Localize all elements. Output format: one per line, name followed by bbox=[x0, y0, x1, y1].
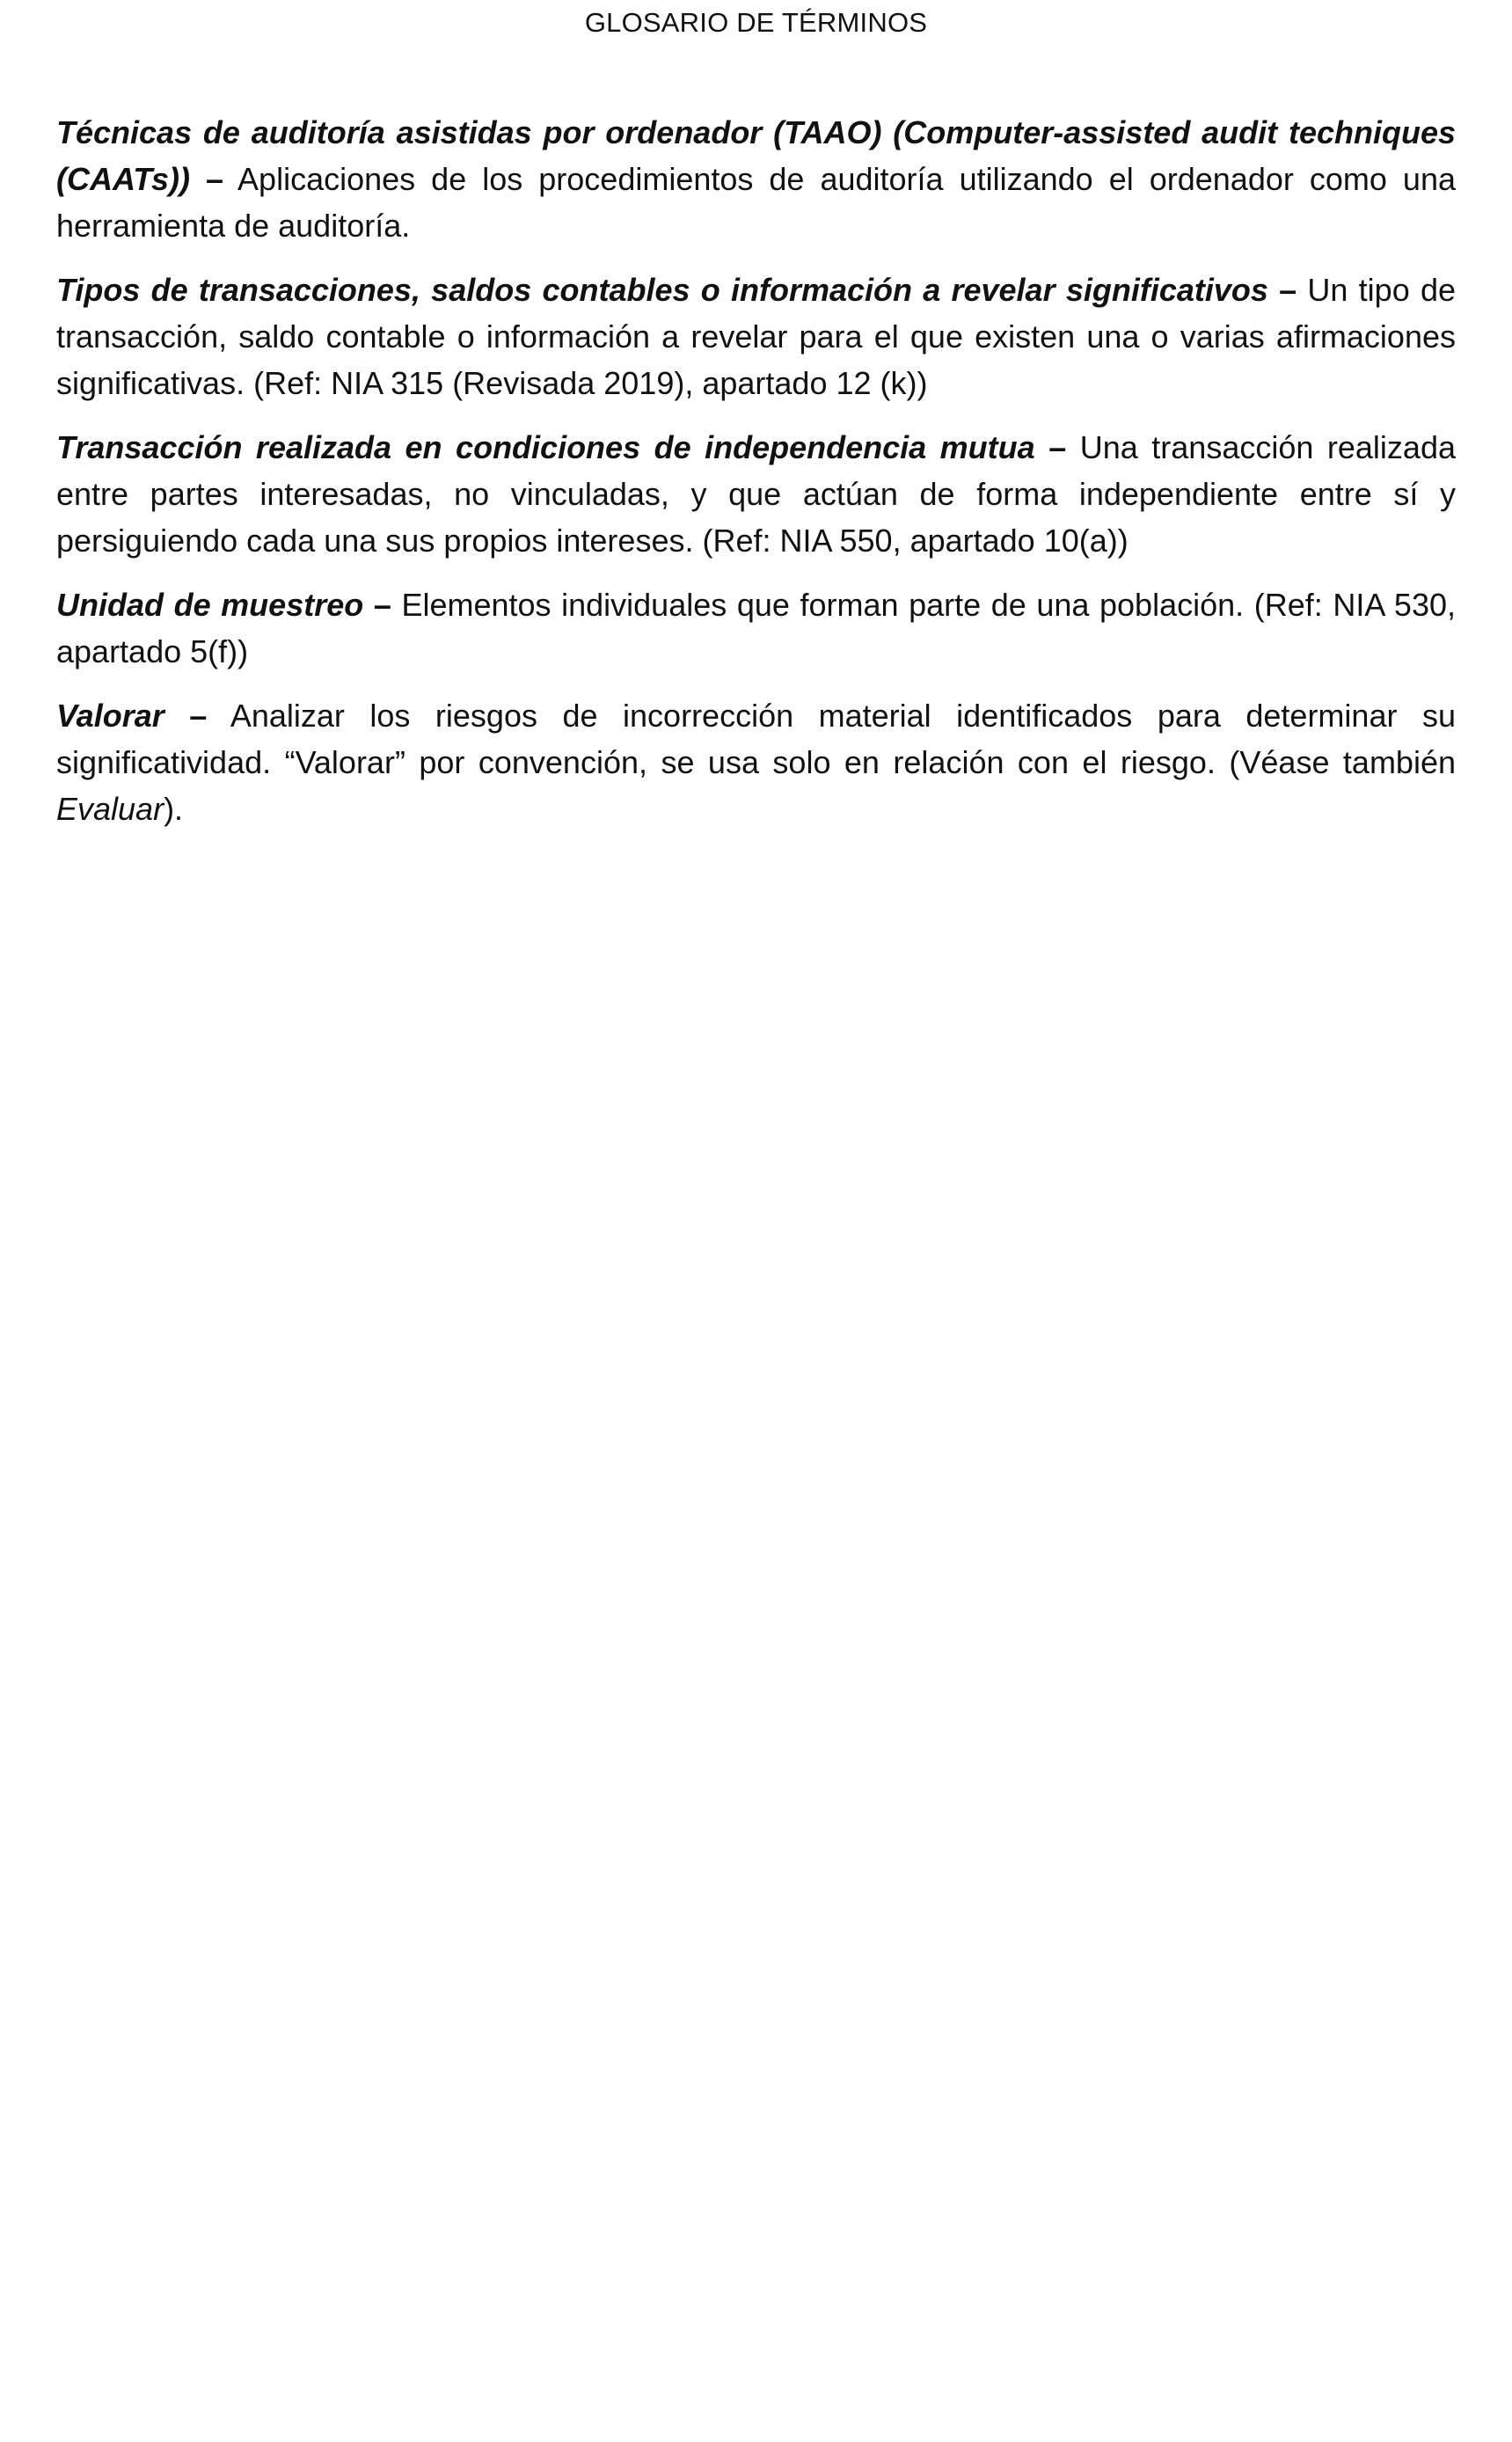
term-separator: – bbox=[1048, 429, 1067, 465]
glossary-definition: Elementos individuales que forman parte de una población. (Ref: NIA 530, apartado 5(f)) bbox=[56, 587, 1456, 669]
term-separator: – bbox=[373, 587, 391, 623]
closing-punctuation: ). bbox=[164, 791, 184, 827]
glossary-term: Tipos de transacciones, saldos contables o información a revelar significativos bbox=[56, 272, 1268, 308]
glossary-definition: Aplicaciones de los procedimientos de auditoría utilizando el ordenador como una herramienta de auditoría. bbox=[56, 161, 1456, 244]
glossary-entry bbox=[56, 267, 1456, 406]
glossary-definition: Una transacción realizada entre partes interesadas, no vinculadas, y que actúan de forma independiente entre sí y persiguiendo cada una sus propios intereses. (Ref: NIA 550, apartado 10(a)) bbox=[56, 429, 1456, 559]
see-also-term: Evaluar bbox=[56, 791, 164, 827]
glossary-term: Valorar bbox=[56, 698, 164, 734]
glossary-definition: Analizar los riesgos de incorrección material identificados para determinar su significatividad. “Valorar” por convención, se usa solo en relación con el riesgo. (Véase también bbox=[56, 698, 1456, 780]
glossary-term: Técnicas de auditoría asistidas por ordenador (TAAO) (Computer-assisted audit techniques (CAATs)) bbox=[56, 114, 1456, 197]
term-separator: – bbox=[205, 161, 224, 197]
glossary-entry bbox=[56, 581, 1456, 675]
term-separator: – bbox=[189, 698, 208, 734]
glossary-entry bbox=[56, 692, 1456, 832]
page-header: GLOSARIO DE TÉRMINOS bbox=[584, 7, 928, 38]
glossary-entries bbox=[56, 109, 1456, 832]
glossary-entry bbox=[56, 424, 1456, 564]
glossary-definition: Un tipo de transacción, saldo contable o información a revelar para el que existen una o varias afirmaciones significativas. (Ref: NIA 315 (Revisada 2019), apartado 12 (k)) bbox=[56, 272, 1456, 401]
term-separator: – bbox=[1279, 272, 1297, 308]
glossary-term: Transacción realizada en condiciones de independencia mutua bbox=[56, 429, 1035, 465]
glossary-term: Unidad de muestreo bbox=[56, 587, 364, 623]
glossary-entry bbox=[56, 109, 1456, 249]
